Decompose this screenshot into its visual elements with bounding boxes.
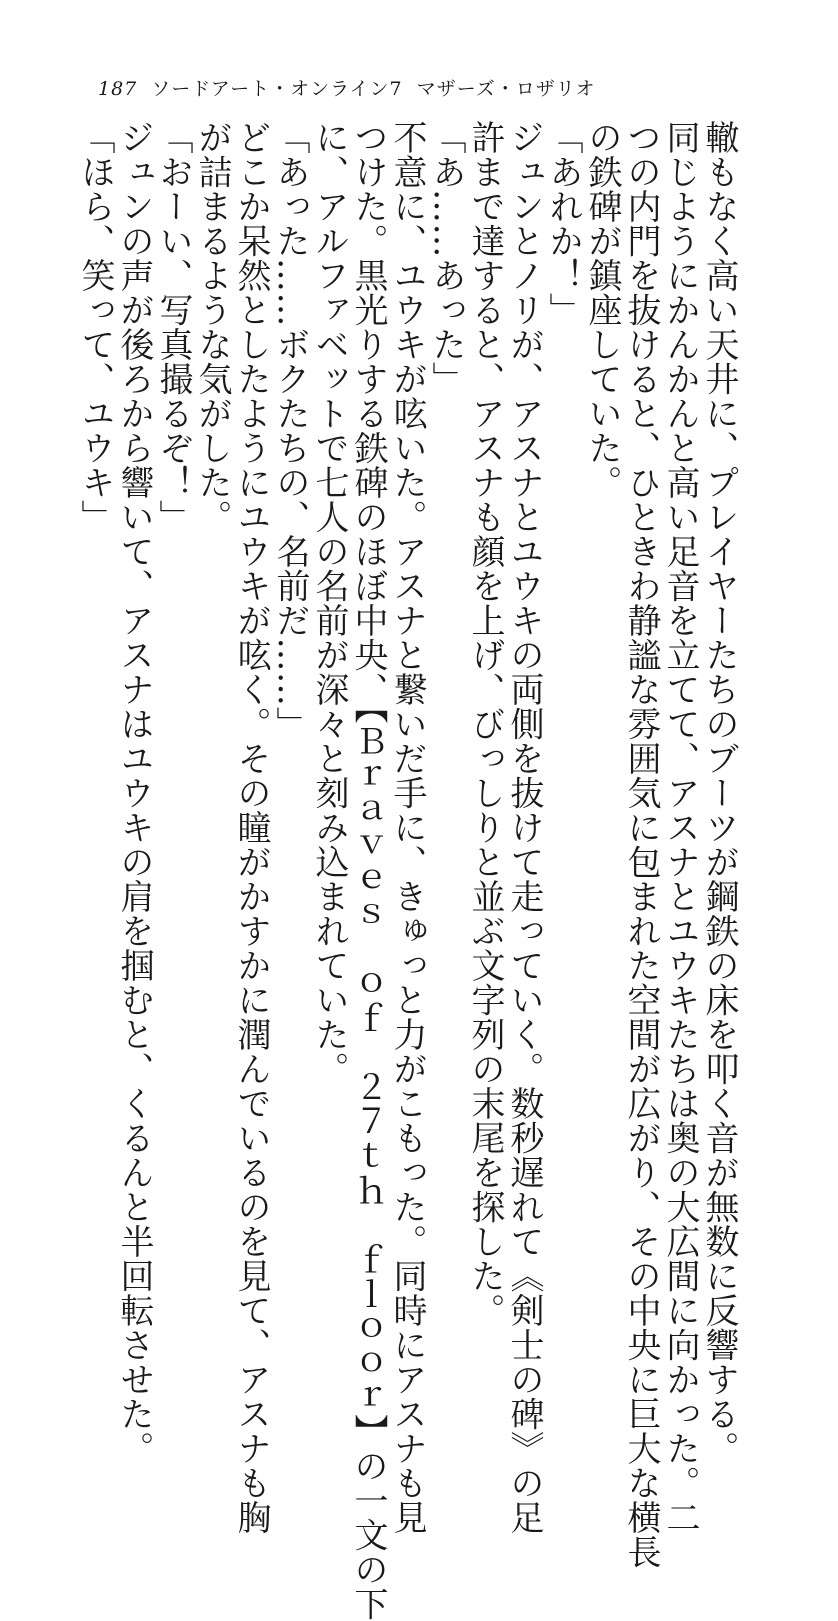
vertical-body-text xyxy=(75,120,739,1621)
text-line: 不意に、ユウキが呟いた。アスナと繋いだ手に、きゅっと力がこもった。同時にアスナも見 xyxy=(387,120,427,1535)
text-line: つけた。黒光りする鉄碑のほぼ中央、【Ｂｒａｖｅｓ ｏｆ ２７ｔｈ ｆｌｏｏｒ】の一文の下 xyxy=(348,120,388,1621)
running-header xyxy=(98,74,596,101)
text-line: が詰まるような気がした。 xyxy=(192,120,232,534)
book-subtitle: マザーズ・ロザリオ xyxy=(416,78,596,100)
text-line: 「あった……ボクたちの、名前だ……」 xyxy=(270,120,310,741)
text-line: ジュンとノリが、アスナとユウキの両側を抜けて走っていく。数秒遅れて《剣士の碑》の足 xyxy=(504,120,544,1535)
text-line: どこか呆然としたようにユウキが呟く。その瞳がかすかに潤んでいるのを見て、アスナも胸 xyxy=(231,120,271,1535)
book-title: ソードアート・オンライン7 xyxy=(151,78,403,100)
text-line: 「あ……あった」 xyxy=(426,120,466,396)
text-line: ジュンの声が後ろから響いて、アスナはユウキの肩を掴むと、くるんと半回転させた。 xyxy=(114,120,154,1466)
text-line: に、アルファベットで七人の名前が深々と刻み込まれていた。 xyxy=(309,120,349,1086)
text-line: 「ほら、笑って、ユウキ」 xyxy=(75,120,115,534)
text-line: 轍もなく高い天井に、プレイヤーたちのブーツが鋼鉄の床を叩く音が無数に反響する。 xyxy=(699,120,739,1466)
text-line: 許まで達すると、アスナも顔を上げ、びっしりと並ぶ文字列の末尾を探した。 xyxy=(465,120,505,1328)
text-line: 「おーい、写真撮るぞ！」 xyxy=(153,120,193,534)
text-line: 同じようにかんかんと高い足音を立てて、アスナとユウキたちは奥の大広間に向かった。二 xyxy=(660,120,700,1535)
text-line: 「あれか！」 xyxy=(543,120,583,327)
text-line: の鉄碑が鎮座していた。 xyxy=(582,120,622,500)
text-line: つの内門を抜けると、ひときわ静謐な雰囲気に包まれた空間が広がり、その中央に巨大な横長 xyxy=(621,120,661,1569)
page-number: 187 xyxy=(98,78,138,100)
